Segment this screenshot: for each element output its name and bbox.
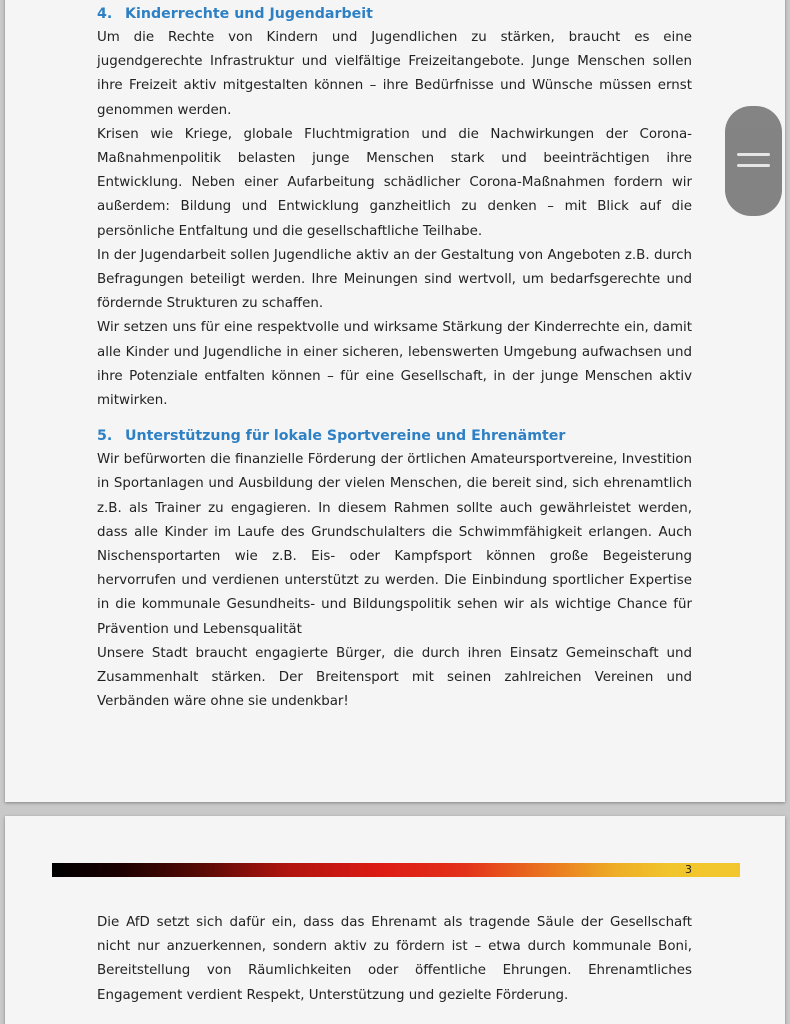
page-number: 3 bbox=[685, 863, 692, 876]
section-4-paragraph-2: Krisen wie Kriege, globale Fluchtmigration und die Nachwirkungen der Corona-Maßnahmenpolitik belasten junge Menschen stark und beeinträchtigen ihre Entwicklung. Neben einer Aufarbeitung schädlicher Corona-Maßnahmen fordern wir außerdem: Bildung und Entwicklung ganzheitlich zu denken – mit Blick auf die persönliche Entfaltung und die gesellschaftliche Teilhabe. bbox=[97, 126, 692, 239]
page-2-paragraph: Die AfD setzt sich dafür ein, dass das Ehrenamt als tragende Säule der Gesellschaft nicht nur anzuerkennen, sondern aktiv zu fördern ist – etwa durch kommunale Boni, Bereitstellung von Räumlichkeiten oder öffentliche Ehrungen. Ehrenamtliches Engagement verdient Respekt, Unterstützung und gezielte Förderung. bbox=[97, 915, 692, 1003]
section-4-number: 4. bbox=[97, 6, 113, 22]
section-4-paragraph-3: In der Jugendarbeit sollen Jugendliche aktiv an der Gestaltung von Angeboten z.B. durch Befragungen beteiligt werden. Ihre Meinungen sind wertvoll, um bedarfsgerechte und fördernde Strukturen zu schaffen. bbox=[97, 247, 692, 312]
section-5-heading bbox=[97, 424, 692, 448]
drag-handle-icon bbox=[737, 153, 770, 156]
flag-color-band bbox=[52, 863, 740, 877]
drag-handle-icon-line bbox=[737, 164, 770, 167]
scroll-handle[interactable] bbox=[725, 106, 782, 216]
section-4-title: Kinderrechte und Jugendarbeit bbox=[125, 6, 373, 22]
section-4-paragraph-1: Um die Rechte von Kindern und Jugendlichen zu stärken, braucht es eine jugendgerechte Infrastruktur und vielfältige Freizeitangebote. Junge Menschen sollen ihre Freizeit aktiv mitgestalten können – ihre Bedürfnisse und Wünsche müssen ernst genommen werden. bbox=[97, 30, 692, 118]
section-5-paragraph-2: Unsere Stadt braucht engagierte Bürger, die durch ihren Einsatz Gemeinschaft und Zusammenhalt stärken. Der Breitensport mit seinen zahlreichen Vereinen und Verbänden wäre ohne sie undenkbar! bbox=[97, 645, 692, 710]
document-page-1 bbox=[5, 0, 785, 802]
document-page-2 bbox=[5, 816, 785, 1024]
section-5-title: Unterstützung für lokale Sportvereine und Ehrenämter bbox=[125, 428, 566, 445]
section-4-paragraph-4: Wir setzen uns für eine respektvolle und wirksame Stärkung der Kinderrechte ein, damit alle Kinder und Jugendliche in einer sicheren, lebenswerten Umgebung aufwachsen und ihre Potenziale entfalten können – für eine Gesellschaft, in der junge Menschen aktiv mitwirken. bbox=[97, 320, 692, 409]
section-5-paragraph-1: Wir befürworten die finanzielle Förderung der örtlichen Amateursportvereine, Investition in Sportanlagen und Ausbildung der vielen Menschen, die bereit sind, sich ehrenamtlich z.B. als Trainer zu engagieren. In diesem Rahmen sollte auch gewährleistet werden, dass alle Kinder im Laufe des Grundschulalters die Schwimmfähigkeit erlangen. Auch Nischensportarten wie z.B. Eis- oder Kampfsport können große Begeisterung hervorrufen und verdienen unterstützt zu werden. Die Einbindung sportlicher Expertise in die kommunale Gesundheits- und Bildungspolitik sehen wir als wichtige Chance für Prävention und Lebensqualität bbox=[97, 452, 692, 637]
section-4-heading bbox=[97, 2, 692, 26]
page-2-content bbox=[97, 911, 692, 1008]
page-1-content bbox=[97, 2, 692, 714]
section-5-number: 5. bbox=[97, 428, 113, 445]
section-spacer bbox=[97, 413, 692, 424]
